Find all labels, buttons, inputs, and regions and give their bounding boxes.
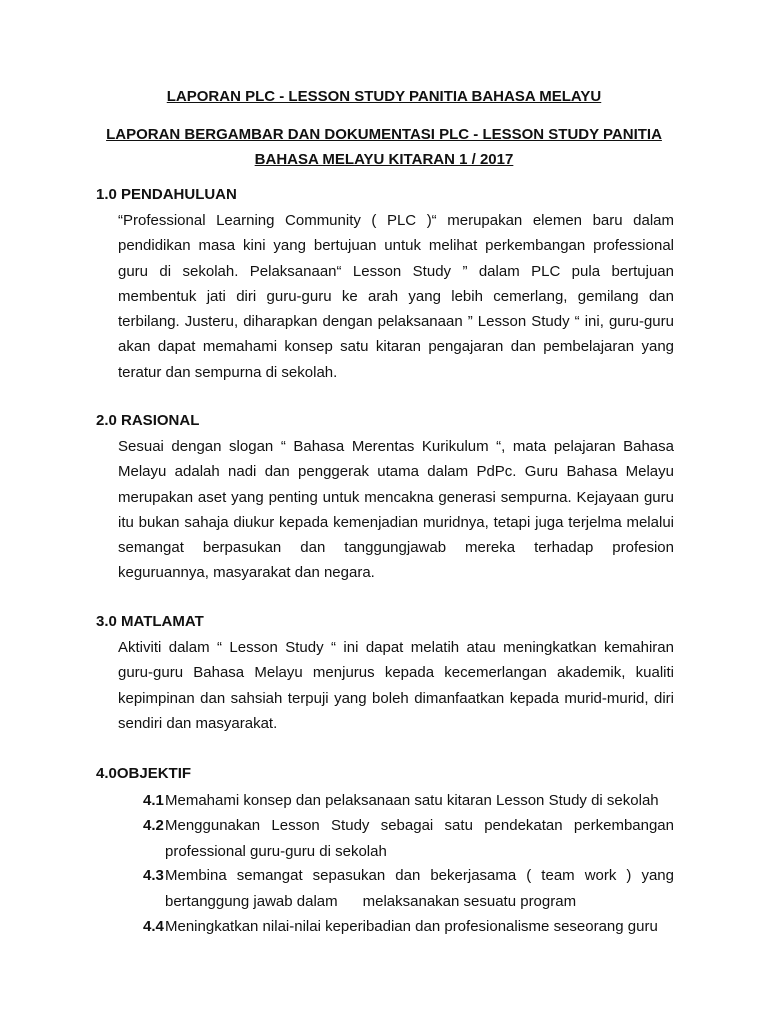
objective-item bbox=[143, 914, 674, 940]
section-heading-rasional: 2.0 RASIONAL bbox=[96, 412, 200, 429]
objective-item bbox=[143, 813, 674, 864]
objective-text: Membina semangat sepasukan dan bekerjasama ( team work ) yang bertanggung jawab dalam melaksanakan sesuatu program bbox=[165, 867, 679, 910]
section-body-pendahuluan: “Professional Learning Community ( PLC )“ merupakan elemen baru dalam pendidikan masa kini yang bertujuan untuk melihat perkembangan professional guru di sekolah. Pelaksanaan“ Lesson Study ” dalam PLC pula bertujuan membentuk jati diri guru-guru ke arah yang lebih cemerlang, gemilang dan terbilang. Justeru, diharapkan dengan pelaksanaan ” Lesson Study “ ini, guru-guru akan dapat memahami konsep satu kitaran pengajaran dan pembelajaran yang teratur dan sempurna di sekolah. bbox=[118, 212, 674, 381]
section-heading-pendahuluan: 1.0 PENDAHULUAN bbox=[96, 186, 237, 203]
section-body-rasional: Sesuai dengan slogan “ Bahasa Merentas Kurikulum “, mata pelajaran Bahasa Melayu adalah nadi dan penggerak utama dalam PdPc. Guru Bahasa Melayu merupakan aset yang penting untuk mencakna generasi sempurna. Kejayaan guru itu bukan sahaja diukur kepada kemenjadian muridnya, tetapi juga terjelma melalui semangat berpasukan dan tanggungjawab mereka terhadap profesion keguruannya, masyarakat dan negara. bbox=[118, 438, 674, 582]
objective-number: 4.2 bbox=[143, 817, 164, 834]
objective-number: 4.4 bbox=[143, 918, 164, 935]
section-body-matlamat: Aktiviti dalam “ Lesson Study “ ini dapat melatih atau meningkatkan kemahiran guru-guru Bahasa Melayu menjurus kepada kecemerlangan akademik, kualiti kepimpinan dan sahsiah terpuji yang boleh dimanfaatkan kepada murid-murid, diri sendiri dan masyarakat. bbox=[118, 639, 674, 732]
objective-number: 4.1 bbox=[143, 792, 164, 809]
section-heading-objektif: 4.0OBJEKTIF bbox=[96, 765, 192, 782]
objective-text: Meningkatkan nilai-nilai keperibadian dan profesionalisme seseorang guru bbox=[165, 918, 658, 935]
report-subtitle-line-2: BAHASA MELAYU KITARAN 1 / 2017 bbox=[254, 151, 514, 168]
objective-number: 4.3 bbox=[143, 867, 164, 884]
report-subtitle-line-1: LAPORAN BERGAMBAR DAN DOKUMENTASI PLC - LESSON STUDY PANITIA bbox=[106, 126, 662, 143]
section-heading-matlamat: 3.0 MATLAMAT bbox=[96, 613, 204, 630]
objective-text: Menggunakan Lesson Study sebagai satu pendekatan perkembangan professional guru-guru di sekolah bbox=[165, 817, 674, 860]
report-title: LAPORAN PLC - LESSON STUDY PANITIA BAHASA MELAYU bbox=[166, 88, 602, 105]
objective-item bbox=[143, 863, 679, 914]
objective-item bbox=[143, 788, 674, 814]
objective-text: Memahami konsep dan pelaksanaan satu kitaran Lesson Study di sekolah bbox=[165, 792, 659, 809]
